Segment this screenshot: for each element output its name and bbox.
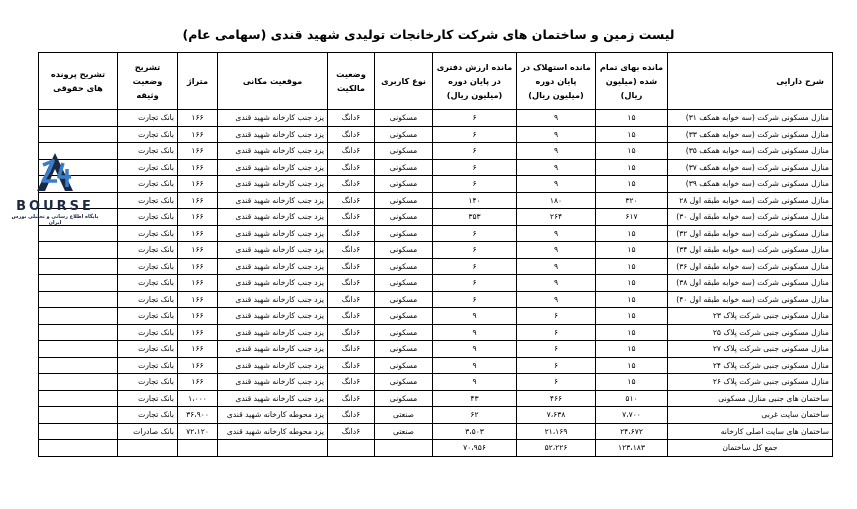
cell-ownership: ۶دانگ <box>328 357 375 374</box>
cell-collateral: بانک تجارت <box>118 192 178 209</box>
cell-location: یزد جنب کارخانه شهید قندی <box>218 225 328 242</box>
cell-cost: ۳۲۰ <box>596 192 668 209</box>
cell-collateral: بانک تجارت <box>118 308 178 325</box>
cell-location: یزد جنب کارخانه شهید قندی <box>218 341 328 358</box>
cell-usage: مسکونی <box>375 176 433 193</box>
cell-location: یزد جنب کارخانه شهید قندی <box>218 291 328 308</box>
cell-usage: مسکونی <box>375 209 433 226</box>
cell-description: منازل مسکونی شرکت (سه خوابه طبقه اول ۳۰) <box>668 209 833 226</box>
table-row <box>39 407 833 424</box>
cell-usage: مسکونی <box>375 308 433 325</box>
cell-location: یزد جنب کارخانه شهید قندی <box>218 324 328 341</box>
cell-ownership: ۶دانگ <box>328 275 375 292</box>
cell-cost: ۱۵ <box>596 126 668 143</box>
cell-depreciation: ۹ <box>517 225 596 242</box>
cell-description: ساختمان های سایت اصلی کارخانه <box>668 423 833 440</box>
cell-usage: مسکونی <box>375 275 433 292</box>
cell-cost: ۱۵ <box>596 308 668 325</box>
cell-collateral: بانک تجارت <box>118 275 178 292</box>
cell-depreciation: ۹ <box>517 143 596 160</box>
total-empty-cell <box>218 440 328 457</box>
cell-depreciation: ۶ <box>517 357 596 374</box>
cell-usage: مسکونی <box>375 324 433 341</box>
cell-book-value: ۳،۵۰۳ <box>433 423 517 440</box>
cell-description: منازل مسکونی شرکت (سه خوابه طبقه اول ۴۰) <box>668 291 833 308</box>
total-empty-cell <box>178 440 218 457</box>
cell-area: ۱۶۶ <box>178 192 218 209</box>
cell-location: یزد محوطه کارخانه شهید قندی <box>218 423 328 440</box>
total-empty-cell <box>39 440 118 457</box>
assets-table <box>38 52 833 457</box>
cell-collateral: بانک تجارت <box>118 407 178 424</box>
cell-area: ۷۲،۱۲۰ <box>178 423 218 440</box>
cell-location: یزد جنب کارخانه شهید قندی <box>218 126 328 143</box>
cell-location: یزد محوطه کارخانه شهید قندی <box>218 407 328 424</box>
cell-area: ۱۶۶ <box>178 159 218 176</box>
table-row <box>39 126 833 143</box>
bourse-logo-icon <box>9 151 101 199</box>
total-label: جمع کل ساختمان <box>668 440 833 457</box>
col-header-ownership: وضعیت مالکیت <box>328 53 375 110</box>
cell-cost: ۱۵ <box>596 143 668 160</box>
cell-collateral: بانک تجارت <box>118 390 178 407</box>
cell-location: یزد جنب کارخانه شهید قندی <box>218 242 328 259</box>
cell-collateral: بانک تجارت <box>118 126 178 143</box>
cell-collateral: بانک تجارت <box>118 225 178 242</box>
cell-description: منازل مسکونی شرکت (سه خوابه طبقه اول ۳۶) <box>668 258 833 275</box>
table-row <box>39 110 833 127</box>
table-row <box>39 308 833 325</box>
cell-ownership: ۶دانگ <box>328 126 375 143</box>
cell-description: ساختمان سایت غربی <box>668 407 833 424</box>
table-row <box>39 374 833 391</box>
col-header-collateral: تشریح وضعیت وثیقه <box>118 53 178 110</box>
table-row <box>39 357 833 374</box>
cell-area: ۱۶۶ <box>178 291 218 308</box>
page-title: لیست زمین و ساختمان های شرکت کارخانجات تولیدی شهید قندی (سهامی عام) <box>182 27 675 42</box>
cell-collateral: بانک تجارت <box>118 209 178 226</box>
cell-location: یزد جنب کارخانه شهید قندی <box>218 209 328 226</box>
cell-location: یزد جنب کارخانه شهید قندی <box>218 192 328 209</box>
cell-description: منازل مسکونی شرکت (سه خوابه همکف ۳۱) <box>668 110 833 127</box>
cell-depreciation: ۹ <box>517 176 596 193</box>
cell-ownership: ۶دانگ <box>328 242 375 259</box>
cell-cost: ۱۵ <box>596 275 668 292</box>
cell-location: یزد جنب کارخانه شهید قندی <box>218 308 328 325</box>
cell-book-value: ۹ <box>433 308 517 325</box>
cell-usage: مسکونی <box>375 192 433 209</box>
cell-description: منازل مسکونی جنبی شرکت پلاک ۲۶ <box>668 374 833 391</box>
cell-cost: ۱۵ <box>596 110 668 127</box>
cell-description: منازل مسکونی جنبی شرکت پلاک ۲۴ <box>668 357 833 374</box>
cell-cost: ۱۵ <box>596 242 668 259</box>
cell-usage: مسکونی <box>375 159 433 176</box>
cell-usage: صنعتی <box>375 423 433 440</box>
cell-depreciation: ۲۶۴ <box>517 209 596 226</box>
cell-ownership: ۶دانگ <box>328 341 375 358</box>
cell-legal <box>39 126 118 143</box>
assets-table-wrap <box>38 52 832 457</box>
cell-description: منازل مسکونی شرکت (سه خوابه طبقه اول ۳۲) <box>668 225 833 242</box>
total-empty-cell <box>375 440 433 457</box>
cell-book-value: ۶ <box>433 143 517 160</box>
cell-cost: ۱۵ <box>596 159 668 176</box>
cell-description: منازل مسکونی شرکت (سه خوابه همکف ۳۳) <box>668 126 833 143</box>
cell-depreciation: ۲۱،۱۶۹ <box>517 423 596 440</box>
cell-usage: مسکونی <box>375 225 433 242</box>
cell-ownership: ۶دانگ <box>328 159 375 176</box>
cell-location: یزد جنب کارخانه شهید قندی <box>218 110 328 127</box>
cell-ownership: ۶دانگ <box>328 225 375 242</box>
table-row <box>39 390 833 407</box>
cell-book-value: ۴۳ <box>433 390 517 407</box>
cell-usage: مسکونی <box>375 291 433 308</box>
cell-book-value: ۹ <box>433 357 517 374</box>
cell-legal <box>39 110 118 127</box>
cell-depreciation: ۹ <box>517 258 596 275</box>
cell-description: منازل مسکونی شرکت (سه خوابه همکف ۳۷) <box>668 159 833 176</box>
cell-usage: مسکونی <box>375 357 433 374</box>
table-row <box>39 258 833 275</box>
cell-cost: ۱۵ <box>596 357 668 374</box>
col-header-legal: تشریح پرونده های حقوقی <box>39 53 118 110</box>
cell-depreciation: ۶ <box>517 308 596 325</box>
cell-description: منازل مسکونی شرکت (سه خوابه طبقه اول ۳۸) <box>668 275 833 292</box>
cell-ownership: ۶دانگ <box>328 374 375 391</box>
cell-legal <box>39 308 118 325</box>
cell-cost: ۱۵ <box>596 324 668 341</box>
cell-book-value: ۶ <box>433 258 517 275</box>
table-row <box>39 242 833 259</box>
cell-depreciation: ۹ <box>517 159 596 176</box>
cell-book-value: ۹ <box>433 324 517 341</box>
cell-usage: مسکونی <box>375 341 433 358</box>
cell-collateral: بانک صادرات <box>118 423 178 440</box>
cell-area: ۱۶۶ <box>178 374 218 391</box>
cell-depreciation: ۶ <box>517 341 596 358</box>
cell-legal <box>39 291 118 308</box>
cell-cost: ۶۱۷ <box>596 209 668 226</box>
cell-legal <box>39 242 118 259</box>
total-empty-cell <box>118 440 178 457</box>
cell-usage: صنعتی <box>375 407 433 424</box>
cell-legal <box>39 374 118 391</box>
cell-description: ساختمان های جنبی منازل مسکونی <box>668 390 833 407</box>
cell-collateral: بانک تجارت <box>118 374 178 391</box>
cell-area: ۱۶۶ <box>178 308 218 325</box>
cell-cost: ۷،۷۰۰ <box>596 407 668 424</box>
cell-collateral: بانک تجارت <box>118 110 178 127</box>
cell-legal <box>39 225 118 242</box>
cell-depreciation: ۱۸۰ <box>517 192 596 209</box>
cell-ownership: ۶دانگ <box>328 209 375 226</box>
cell-legal <box>39 341 118 358</box>
cell-ownership: ۶دانگ <box>328 143 375 160</box>
cell-book-value: ۶ <box>433 242 517 259</box>
cell-ownership: ۶دانگ <box>328 110 375 127</box>
table-row <box>39 423 833 440</box>
total-empty-cell <box>328 440 375 457</box>
cell-usage: مسکونی <box>375 242 433 259</box>
cell-cost: ۱۵ <box>596 341 668 358</box>
cell-ownership: ۶دانگ <box>328 291 375 308</box>
cell-area: ۱۶۶ <box>178 110 218 127</box>
cell-book-value: ۶۲ <box>433 407 517 424</box>
bourse-logo-subtitle: پایگاه اطلاع رسانی و تحلیلی بورس ایران <box>11 214 99 226</box>
cell-depreciation: ۶ <box>517 374 596 391</box>
col-header-area: متراژ <box>178 53 218 110</box>
cell-area: ۱۶۶ <box>178 225 218 242</box>
cell-description: منازل مسکونی شرکت (سه خوابه طبقه اول ۳۴) <box>668 242 833 259</box>
cell-area: ۱۶۶ <box>178 209 218 226</box>
cell-area: ۳۶،۹۰۰ <box>178 407 218 424</box>
cell-legal <box>39 258 118 275</box>
cell-location: یزد جنب کارخانه شهید قندی <box>218 143 328 160</box>
cell-depreciation: ۹ <box>517 291 596 308</box>
cell-cost: ۱۵ <box>596 176 668 193</box>
cell-legal <box>39 407 118 424</box>
cell-book-value: ۶ <box>433 159 517 176</box>
cell-usage: مسکونی <box>375 143 433 160</box>
cell-area: ۱۶۶ <box>178 324 218 341</box>
col-header-cost: مانده بهای تمام شده (میلیون ریال) <box>596 53 668 110</box>
bourse-logo-text: BOURSE <box>16 199 94 214</box>
cell-depreciation: ۹ <box>517 126 596 143</box>
cell-location: یزد جنب کارخانه شهید قندی <box>218 176 328 193</box>
cell-description: منازل مسکونی جنبی شرکت پلاک ۲۵ <box>668 324 833 341</box>
cell-description: منازل مسکونی جنبی شرکت پلاک ۲۷ <box>668 341 833 358</box>
total-book-value: ۷۰،۹۵۶ <box>433 440 517 457</box>
cell-ownership: ۶دانگ <box>328 423 375 440</box>
table-row <box>39 225 833 242</box>
table-row <box>39 324 833 341</box>
cell-collateral: بانک تجارت <box>118 143 178 160</box>
col-header-description: شرح دارایی <box>668 53 833 110</box>
cell-location: یزد جنب کارخانه شهید قندی <box>218 258 328 275</box>
cell-ownership: ۶دانگ <box>328 258 375 275</box>
table-row <box>39 143 833 160</box>
cell-cost: ۱۵ <box>596 225 668 242</box>
cell-ownership: ۶دانگ <box>328 192 375 209</box>
cell-cost: ۱۵ <box>596 291 668 308</box>
cell-book-value: ۱۴۰ <box>433 192 517 209</box>
cell-location: یزد جنب کارخانه شهید قندی <box>218 275 328 292</box>
cell-ownership: ۶دانگ <box>328 176 375 193</box>
cell-usage: مسکونی <box>375 258 433 275</box>
cell-description: منازل مسکونی شرکت (سه خوابه همکف ۳۹) <box>668 176 833 193</box>
cell-collateral: بانک تجارت <box>118 242 178 259</box>
cell-book-value: ۶ <box>433 126 517 143</box>
cell-location: یزد جنب کارخانه شهید قندی <box>218 374 328 391</box>
cell-usage: مسکونی <box>375 374 433 391</box>
cell-location: یزد جنب کارخانه شهید قندی <box>218 159 328 176</box>
cell-area: ۱۶۶ <box>178 176 218 193</box>
table-row <box>39 192 833 209</box>
cell-depreciation: ۷،۶۳۸ <box>517 407 596 424</box>
cell-depreciation: ۹ <box>517 275 596 292</box>
table-row <box>39 291 833 308</box>
total-row <box>39 440 833 457</box>
cell-collateral: بانک تجارت <box>118 258 178 275</box>
cell-book-value: ۶ <box>433 176 517 193</box>
table-row <box>39 209 833 226</box>
col-header-depreciation: مانده استهلاک در پایان دوره (میلیون ریال) <box>517 53 596 110</box>
cell-collateral: بانک تجارت <box>118 176 178 193</box>
cell-legal <box>39 390 118 407</box>
cell-depreciation: ۶ <box>517 324 596 341</box>
bourse-logo <box>9 151 101 226</box>
table-row <box>39 159 833 176</box>
col-header-location: موقعیت مکانی <box>218 53 328 110</box>
table-row <box>39 176 833 193</box>
table-row <box>39 341 833 358</box>
cell-area: ۱۶۶ <box>178 258 218 275</box>
cell-collateral: بانک تجارت <box>118 159 178 176</box>
cell-ownership: ۶دانگ <box>328 407 375 424</box>
cell-legal <box>39 275 118 292</box>
cell-area: ۱۶۶ <box>178 242 218 259</box>
table-row <box>39 275 833 292</box>
cell-area: ۱۶۶ <box>178 143 218 160</box>
cell-area: ۱۶۶ <box>178 126 218 143</box>
cell-usage: مسکونی <box>375 110 433 127</box>
cell-description: منازل مسکونی شرکت (سه خوابه همکف ۳۵) <box>668 143 833 160</box>
header-row <box>39 53 833 110</box>
cell-depreciation: ۴۶۶ <box>517 390 596 407</box>
cell-location: یزد جنب کارخانه شهید قندی <box>218 390 328 407</box>
cell-usage: مسکونی <box>375 390 433 407</box>
cell-area: ۱۶۶ <box>178 275 218 292</box>
cell-cost: ۱۵ <box>596 374 668 391</box>
cell-cost: ۵۱۰ <box>596 390 668 407</box>
cell-collateral: بانک تجارت <box>118 357 178 374</box>
cell-depreciation: ۹ <box>517 242 596 259</box>
cell-ownership: ۶دانگ <box>328 390 375 407</box>
cell-book-value: ۶ <box>433 291 517 308</box>
table-body <box>39 110 833 440</box>
cell-book-value: ۳۵۳ <box>433 209 517 226</box>
cell-book-value: ۶ <box>433 275 517 292</box>
total-cost: ۱۲۳،۱۸۳ <box>596 440 668 457</box>
col-header-usage: نوع کاربری <box>375 53 433 110</box>
cell-description: منازل مسکونی جنبی شرکت پلاک ۲۳ <box>668 308 833 325</box>
cell-legal <box>39 324 118 341</box>
cell-ownership: ۶دانگ <box>328 308 375 325</box>
total-depreciation: ۵۲،۲۲۶ <box>517 440 596 457</box>
cell-location: یزد جنب کارخانه شهید قندی <box>218 357 328 374</box>
cell-legal <box>39 423 118 440</box>
cell-ownership: ۶دانگ <box>328 324 375 341</box>
cell-description: منازل مسکونی شرکت (سه خوابه طبقه اول ۲۸ <box>668 192 833 209</box>
cell-collateral: بانک تجارت <box>118 291 178 308</box>
cell-usage: مسکونی <box>375 126 433 143</box>
cell-cost: ۱۵ <box>596 258 668 275</box>
col-header-book-value: مانده ارزش دفتری در پایان دوره (میلیون ریال) <box>433 53 517 110</box>
cell-book-value: ۹ <box>433 374 517 391</box>
cell-area: ۱۶۶ <box>178 357 218 374</box>
cell-book-value: ۶ <box>433 225 517 242</box>
cell-legal <box>39 357 118 374</box>
cell-area: ۱۶۶ <box>178 341 218 358</box>
cell-cost: ۲۴،۶۷۲ <box>596 423 668 440</box>
cell-area: ۱،۰۰۰ <box>178 390 218 407</box>
cell-book-value: ۹ <box>433 341 517 358</box>
cell-collateral: بانک تجارت <box>118 341 178 358</box>
cell-collateral: بانک تجارت <box>118 324 178 341</box>
cell-depreciation: ۹ <box>517 110 596 127</box>
cell-book-value: ۶ <box>433 110 517 127</box>
